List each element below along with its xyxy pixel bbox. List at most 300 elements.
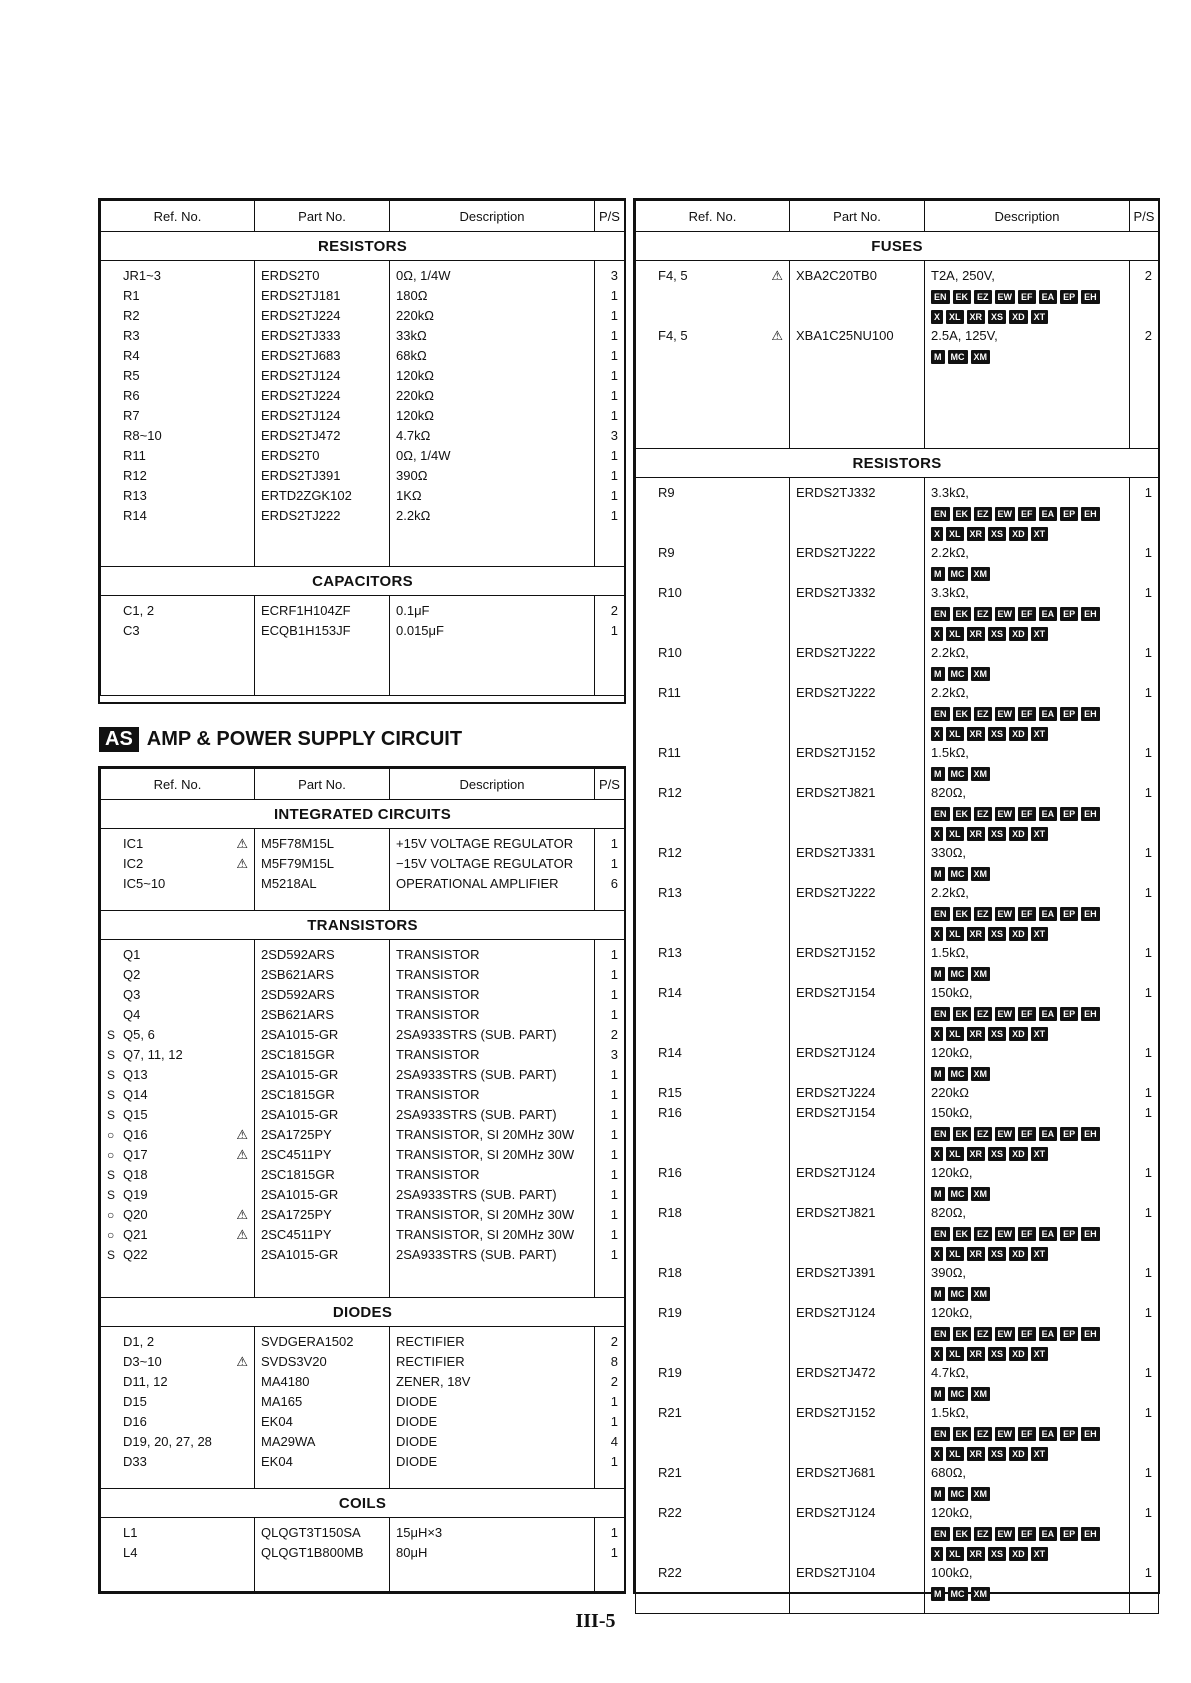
part-no: ERDS2TJ821 <box>790 1203 925 1263</box>
region-code-badge: EA <box>1039 1227 1058 1241</box>
ref-cell <box>636 1083 790 1103</box>
part-no: M5218AL <box>255 874 390 894</box>
safety-warning-icon: ⚠ <box>771 268 783 283</box>
part-no: ERDS2TJ222 <box>790 683 925 743</box>
region-code-badge: XT <box>1031 1147 1049 1161</box>
filler-cell <box>390 1472 595 1489</box>
description <box>925 1203 1130 1263</box>
description-header: Description <box>390 769 595 800</box>
ref-no: R18 <box>658 1265 682 1280</box>
description <box>390 945 595 965</box>
ref-cell <box>636 983 790 1043</box>
region-code-badge: EZ <box>974 507 992 521</box>
ref-no: D33 <box>123 1454 147 1469</box>
table-row <box>636 1563 1159 1603</box>
description <box>390 1085 595 1105</box>
region-code-badge: XT <box>1031 1347 1049 1361</box>
ps-qty: 1 <box>595 1145 625 1165</box>
supply-mark: ○ <box>107 1208 115 1222</box>
description-text: 2SA933STRS (SUB. PART) <box>396 1107 557 1122</box>
region-code-badge: EH <box>1081 607 1100 621</box>
safety-warning-icon: ⚠ <box>236 1127 248 1142</box>
region-codes <box>931 286 1123 306</box>
description <box>390 466 595 486</box>
ref-no: R11 <box>123 448 146 463</box>
region-code-badge: EA <box>1039 707 1058 721</box>
region-code-badge: XM <box>971 1487 991 1501</box>
table-row <box>101 1245 625 1265</box>
part-no: M5F79M15L <box>255 854 390 874</box>
region-code-badge: XS <box>988 1247 1006 1261</box>
table-row <box>636 643 1159 683</box>
part-no: ERDS2TJ681 <box>790 1463 925 1503</box>
table-row <box>636 683 1159 743</box>
description <box>390 1332 595 1352</box>
region-code-badge: MC <box>948 667 968 681</box>
region-code-badge: EF <box>1018 1427 1036 1441</box>
part-no: ERDS2TJ821 <box>790 783 925 843</box>
region-code-badge: XD <box>1009 827 1028 841</box>
part-no: XBA1C25NU100 <box>790 326 925 366</box>
ref-cell <box>101 1412 255 1432</box>
region-codes <box>931 623 1123 643</box>
header-row <box>101 769 625 800</box>
region-codes <box>931 1583 1123 1603</box>
ref-cell <box>101 854 255 874</box>
description-text: 220kΩ <box>396 308 434 323</box>
region-code-badge: XL <box>946 627 964 641</box>
region-code-badge: XM <box>971 1287 991 1301</box>
ps-qty: 8 <box>595 1352 625 1372</box>
region-code-badge: EF <box>1018 1227 1036 1241</box>
ps-qty: 1 <box>1130 1503 1159 1563</box>
ps-qty: 2 <box>595 1372 625 1392</box>
region-code-badge: EF <box>1018 507 1036 521</box>
region-codes <box>931 1123 1123 1143</box>
region-code-badge: XM <box>971 667 991 681</box>
ps-qty: 1 <box>1130 643 1159 683</box>
ref-cell <box>101 1452 255 1472</box>
ref-no: R19 <box>658 1305 682 1320</box>
description-text: 1KΩ <box>396 488 422 503</box>
filler-cell <box>595 1472 625 1489</box>
region-code-badge: EK <box>953 1127 972 1141</box>
filler-cell <box>1130 366 1159 449</box>
filler-cell <box>101 641 255 696</box>
ref-no: R1 <box>123 288 140 303</box>
region-code-badge: XD <box>1009 1547 1028 1561</box>
region-code-badge: EZ <box>974 807 992 821</box>
region-code-badge: EP <box>1060 1427 1078 1441</box>
ref-no: Q20 <box>123 1207 148 1222</box>
description-text: T2A, 250V, <box>931 268 995 283</box>
description <box>925 583 1130 643</box>
description-text: 4.7kΩ <box>396 428 431 443</box>
ps-qty: 1 <box>1130 1563 1159 1603</box>
region-code-badge: EN <box>931 607 950 621</box>
description-text: 120kΩ <box>396 408 434 423</box>
region-code-badge: MC <box>948 1387 968 1401</box>
region-code-badge: M <box>931 1287 945 1301</box>
table-row <box>101 1125 625 1145</box>
ref-no: Q7, 11, 12 <box>123 1047 183 1062</box>
region-code-badge: M <box>931 1387 945 1401</box>
table-row <box>101 1332 625 1352</box>
part-no: 2SC4511PY <box>255 1145 390 1165</box>
region-code-badge: EW <box>995 1007 1016 1021</box>
ps-qty: 1 <box>595 1205 625 1225</box>
region-code-badge: EW <box>995 290 1016 304</box>
table-row <box>101 1045 625 1065</box>
region-code-badge: XT <box>1031 1247 1049 1261</box>
table-row <box>101 486 625 506</box>
filler-cell <box>255 1563 390 1592</box>
description <box>925 1103 1130 1163</box>
region-codes <box>931 1523 1123 1543</box>
ref-cell <box>101 386 255 406</box>
ps-qty: 1 <box>595 1125 625 1145</box>
ps-qty: 1 <box>595 1523 625 1543</box>
filler-cell <box>101 526 255 567</box>
ps-qty: 1 <box>595 466 625 486</box>
region-code-badge: XM <box>971 1187 991 1201</box>
ref-no: R21 <box>658 1465 682 1480</box>
part-no: ERDS2T0 <box>255 266 390 286</box>
ref-cell <box>101 1543 255 1563</box>
part-no: MA29WA <box>255 1432 390 1452</box>
region-code-badge: XS <box>988 827 1006 841</box>
ps-header: P/S <box>595 201 625 232</box>
description-text: 15μH×3 <box>396 1525 443 1540</box>
region-code-badge: EW <box>995 607 1016 621</box>
region-code-badge: EK <box>953 607 972 621</box>
description <box>390 1185 595 1205</box>
description-text: 4.7kΩ, <box>931 1365 969 1380</box>
region-code-badge: X <box>931 310 943 324</box>
description-text: 680Ω, <box>931 1465 967 1480</box>
table-row <box>101 874 625 894</box>
description-text: TRANSISTOR <box>396 987 480 1002</box>
description-text: 0.1μF <box>396 603 430 618</box>
ps-qty: 1 <box>595 945 625 965</box>
description <box>390 366 595 386</box>
description <box>925 943 1130 983</box>
region-code-badge: EF <box>1018 290 1036 304</box>
table-row <box>101 1205 625 1225</box>
region-codes <box>931 903 1123 923</box>
supply-mark: ○ <box>107 1128 115 1142</box>
region-code-badge: EF <box>1018 1527 1036 1541</box>
filler-cell <box>255 641 390 696</box>
description <box>925 1563 1130 1603</box>
filler-cell <box>390 1265 595 1298</box>
ref-no: Q19 <box>123 1187 148 1202</box>
region-code-badge: EP <box>1060 290 1078 304</box>
ref-cell <box>101 266 255 286</box>
region-code-badge: EN <box>931 290 950 304</box>
ps-qty: 1 <box>1130 1263 1159 1303</box>
ref-no: D1, 2 <box>123 1334 155 1349</box>
region-code-badge: EA <box>1039 907 1058 921</box>
region-code-badge: XD <box>1009 727 1028 741</box>
part-no: 2SA1015-GR <box>255 1245 390 1265</box>
part-no: ERDS2TJ332 <box>790 583 925 643</box>
ps-qty: 1 <box>595 506 625 526</box>
region-code-badge: XR <box>967 310 986 324</box>
region-code-badge: XT <box>1031 727 1049 741</box>
right-parts-table <box>633 198 1160 1599</box>
region-code-badge: EH <box>1081 707 1100 721</box>
table-row <box>101 366 625 386</box>
part-no: 2SA1725PY <box>255 1125 390 1145</box>
table-row <box>101 1352 625 1372</box>
description-text: TRANSISTOR <box>396 1007 480 1022</box>
filler-cell <box>390 526 595 567</box>
region-code-badge: EF <box>1018 1127 1036 1141</box>
description <box>390 1432 595 1452</box>
region-code-badge: EN <box>931 1527 950 1541</box>
description <box>925 1403 1130 1463</box>
region-code-badge: M <box>931 1587 945 1601</box>
description <box>925 843 1130 883</box>
ref-cell <box>101 1352 255 1372</box>
ref-no: D11, 12 <box>123 1374 168 1389</box>
description <box>390 1205 595 1225</box>
region-code-badge: XS <box>988 1347 1006 1361</box>
region-code-badge: MC <box>948 1487 968 1501</box>
part-no: 2SB621ARS <box>255 965 390 985</box>
region-codes <box>931 1483 1123 1503</box>
section-title: INTEGRATED CIRCUITS <box>101 800 625 829</box>
ref-no: Q5, 6 <box>123 1027 155 1042</box>
region-codes <box>931 923 1123 943</box>
part-no: 2SA1015-GR <box>255 1105 390 1125</box>
table-row <box>101 386 625 406</box>
supply-mark: S <box>107 1048 116 1062</box>
safety-warning-icon: ⚠ <box>771 328 783 343</box>
ref-cell <box>101 874 255 894</box>
ref-cell <box>636 1463 790 1503</box>
region-code-badge: X <box>931 1347 943 1361</box>
description-text: DIODE <box>396 1434 438 1449</box>
ref-cell <box>101 286 255 306</box>
region-code-badge: X <box>931 727 943 741</box>
part-no: ERDS2TJ391 <box>255 466 390 486</box>
description-text: 1.5kΩ, <box>931 945 969 960</box>
filler-cell <box>925 366 1130 449</box>
region-code-badge: EF <box>1018 1327 1036 1341</box>
filler-cell <box>390 1563 595 1592</box>
region-code-badge: EZ <box>974 290 992 304</box>
region-code-badge: XS <box>988 727 1006 741</box>
region-codes <box>931 1023 1123 1043</box>
ps-qty: 6 <box>595 874 625 894</box>
description <box>390 1352 595 1372</box>
region-codes <box>931 1423 1123 1443</box>
ps-qty: 1 <box>1130 1303 1159 1363</box>
ref-no: R9 <box>658 485 675 500</box>
ps-qty: 1 <box>595 286 625 306</box>
region-code-badge: M <box>931 667 945 681</box>
table-row <box>101 306 625 326</box>
table-row <box>101 1145 625 1165</box>
description-text: 3.3kΩ, <box>931 585 969 600</box>
part-no: 2SC4511PY <box>255 1225 390 1245</box>
region-code-badge: EP <box>1060 1127 1078 1141</box>
description-text: 2.5A, 125V, <box>931 328 998 343</box>
region-code-badge: M <box>931 1067 945 1081</box>
part-no: MA165 <box>255 1392 390 1412</box>
table-row <box>101 1065 625 1085</box>
ref-no: R10 <box>658 645 682 660</box>
ps-qty: 1 <box>1130 783 1159 843</box>
ref-no: R15 <box>658 1085 682 1100</box>
ps-qty: 1 <box>595 1412 625 1432</box>
header-row <box>101 201 625 232</box>
ref-no: R5 <box>123 368 140 383</box>
region-code-badge: EW <box>995 1527 1016 1541</box>
ref-cell <box>101 1065 255 1085</box>
region-code-badge: XL <box>946 1247 964 1261</box>
region-codes <box>931 1143 1123 1163</box>
description <box>390 854 595 874</box>
table-row <box>636 1083 1159 1103</box>
ps-header: P/S <box>595 769 625 800</box>
region-code-badge: MC <box>948 967 968 981</box>
section-row <box>101 800 625 829</box>
region-code-badge: EP <box>1060 707 1078 721</box>
ref-cell <box>636 1203 790 1263</box>
description <box>390 874 595 894</box>
description-text: ZENER, 18V <box>396 1374 471 1389</box>
circuit-badge: AS <box>99 727 139 752</box>
section-title: COILS <box>101 1489 625 1518</box>
part-no: ECQB1H153JF <box>255 621 390 641</box>
region-code-badge: M <box>931 967 945 981</box>
description-text: 330Ω, <box>931 845 967 860</box>
table-row <box>101 1005 625 1025</box>
part-no-header: Part No. <box>255 201 390 232</box>
description-text: 120kΩ, <box>931 1505 973 1520</box>
region-code-badge: XM <box>971 567 991 581</box>
table-row <box>101 1025 625 1045</box>
table-row <box>101 985 625 1005</box>
ref-cell <box>636 683 790 743</box>
table-row <box>636 1403 1159 1463</box>
ref-cell <box>101 1125 255 1145</box>
section-title: CAPACITORS <box>101 567 625 596</box>
region-codes <box>931 1183 1123 1203</box>
region-code-badge: X <box>931 1547 943 1561</box>
table-row <box>101 1543 625 1563</box>
ref-cell <box>101 1432 255 1452</box>
region-codes <box>931 1343 1123 1363</box>
ref-cell <box>101 1145 255 1165</box>
part-no: 2SD592ARS <box>255 985 390 1005</box>
section-row <box>636 232 1159 261</box>
part-no: ERDS2TJ154 <box>790 983 925 1043</box>
region-code-badge: M <box>931 1487 945 1501</box>
region-codes <box>931 823 1123 843</box>
part-no: ERDS2TJ124 <box>790 1503 925 1563</box>
safety-warning-icon: ⚠ <box>236 1147 248 1162</box>
circuit-title: AMP & POWER SUPPLY CIRCUIT <box>146 728 463 750</box>
ref-no: JR1~3 <box>123 268 161 283</box>
ref-cell <box>101 306 255 326</box>
region-code-badge: MC <box>948 1067 968 1081</box>
description-text: TRANSISTOR <box>396 947 480 962</box>
region-codes <box>931 306 1123 326</box>
filler-row <box>101 641 625 696</box>
region-code-badge: XL <box>946 827 964 841</box>
filler-cell <box>390 641 595 696</box>
ref-no: Q14 <box>123 1087 148 1102</box>
region-code-badge: XM <box>971 1587 991 1601</box>
ref-no: R3 <box>123 328 140 343</box>
part-no: ERDS2TJ224 <box>255 386 390 406</box>
description <box>925 266 1130 326</box>
description-text: 68kΩ <box>396 348 427 363</box>
ref-no-header: Ref. No. <box>101 201 255 232</box>
region-codes <box>931 1323 1123 1343</box>
description <box>925 743 1130 783</box>
ref-no: D3~10 <box>123 1354 162 1369</box>
ref-no: IC2 <box>123 856 144 871</box>
ps-qty: 1 <box>1130 583 1159 643</box>
region-code-badge: MC <box>948 350 968 364</box>
region-codes <box>931 1443 1123 1463</box>
fuses-resistors-table <box>635 200 1159 1614</box>
region-code-badge: EW <box>995 507 1016 521</box>
filler-cell <box>595 641 625 696</box>
region-code-badge: EW <box>995 1127 1016 1141</box>
description-text: DIODE <box>396 1414 438 1429</box>
ps-qty: 4 <box>595 1432 625 1452</box>
region-code-badge: XR <box>967 727 986 741</box>
part-no: ERDS2TJ152 <box>790 1403 925 1463</box>
description <box>925 1303 1130 1363</box>
description <box>390 1412 595 1432</box>
ref-no: R14 <box>658 1045 682 1060</box>
region-codes <box>931 1383 1123 1403</box>
description <box>390 326 595 346</box>
region-code-badge: XS <box>988 627 1006 641</box>
region-code-badge: X <box>931 1247 943 1261</box>
region-code-badge: XD <box>1009 1027 1028 1041</box>
section-title: RESISTORS <box>636 449 1159 478</box>
region-code-badge: XS <box>988 1147 1006 1161</box>
table-row <box>101 426 625 446</box>
region-code-badge: EZ <box>974 1327 992 1341</box>
description-text: −15V VOLTAGE REGULATOR <box>396 856 574 871</box>
region-code-badge: EP <box>1060 507 1078 521</box>
ref-no: Q18 <box>123 1167 148 1182</box>
region-code-badge: EH <box>1081 807 1100 821</box>
ref-cell <box>636 843 790 883</box>
ref-cell <box>636 1043 790 1083</box>
region-code-badge: XM <box>971 350 991 364</box>
description <box>925 783 1130 843</box>
ref-cell <box>636 883 790 943</box>
description <box>390 426 595 446</box>
region-code-badge: EN <box>931 1227 950 1241</box>
region-code-badge: EF <box>1018 807 1036 821</box>
ps-qty: 1 <box>595 346 625 366</box>
table-row <box>636 1263 1159 1303</box>
region-code-badge: EN <box>931 1427 950 1441</box>
description-text: 120kΩ <box>396 368 434 383</box>
region-code-badge: XD <box>1009 1247 1028 1261</box>
